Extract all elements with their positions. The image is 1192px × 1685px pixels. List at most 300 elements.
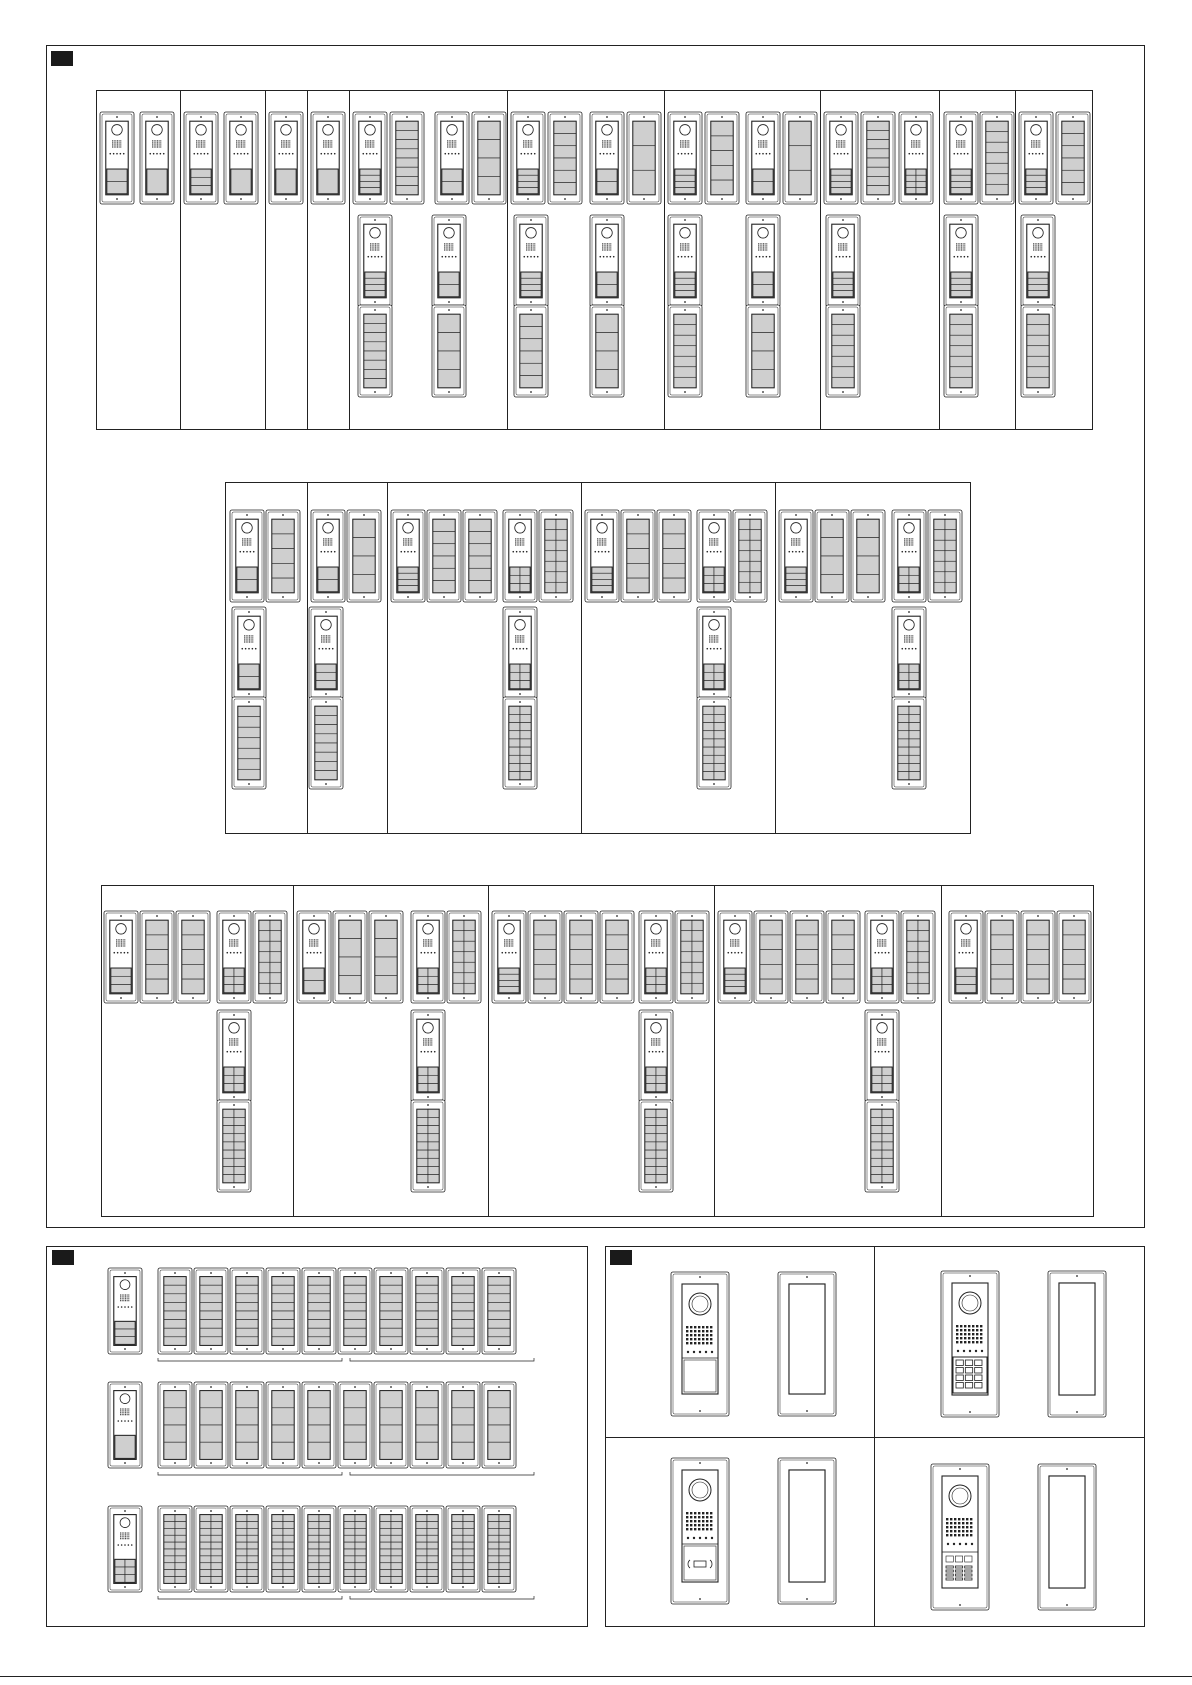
call-button: [259, 983, 270, 994]
call-button: [656, 1142, 667, 1150]
button-panel: [815, 510, 849, 602]
button-column: [646, 968, 666, 993]
call-button: [318, 579, 338, 591]
call-button: [956, 976, 976, 984]
call-button: [675, 181, 695, 187]
call-button: [760, 920, 782, 935]
call-button: [175, 1521, 186, 1528]
call-button: [247, 1563, 258, 1570]
button-column: [380, 1277, 402, 1346]
call-button: [520, 714, 531, 722]
call-button: [1027, 356, 1049, 367]
button-panel: [503, 697, 537, 789]
call-button: [521, 278, 541, 284]
call-button: [1027, 950, 1049, 965]
call-button: [831, 175, 851, 181]
button-column: [545, 519, 567, 593]
audio-video-panel: [230, 510, 264, 602]
page-bottom-rule: [0, 1676, 1192, 1677]
call-button: [509, 755, 520, 763]
call-button: [675, 284, 695, 290]
call-button: [380, 1577, 391, 1584]
call-button: [627, 563, 649, 578]
call-button: [308, 1391, 330, 1408]
call-button: [315, 771, 337, 780]
call-button: [899, 672, 909, 680]
call-button: [510, 672, 520, 680]
call-button: [164, 1337, 186, 1346]
call-button: [934, 572, 945, 583]
call-button: [418, 1075, 428, 1083]
audio-video-panel: [411, 1010, 445, 1102]
call-button: [380, 1556, 391, 1563]
call-button: [646, 985, 656, 993]
call-button: [452, 1515, 463, 1522]
call-button: [1026, 181, 1046, 187]
call-button: [211, 1570, 222, 1577]
call-button: [427, 1535, 438, 1542]
call-button: [488, 1320, 510, 1329]
call-button: [316, 672, 336, 680]
call-button: [703, 723, 714, 731]
call-button: [391, 1535, 402, 1542]
call-button: [951, 181, 971, 187]
group-bracket: [158, 1596, 342, 1599]
call-button: [308, 1425, 330, 1442]
keypad-key: [946, 1566, 953, 1568]
call-button: [663, 534, 685, 549]
button-column: [1028, 272, 1048, 297]
call-button: [416, 1570, 427, 1577]
badge-panel: [671, 1458, 729, 1604]
call-button: [986, 142, 1008, 153]
button-column: [353, 519, 375, 593]
call-button: [428, 1166, 439, 1174]
call-button: [882, 1150, 893, 1158]
call-button: [416, 1320, 438, 1329]
call-button: [231, 169, 251, 194]
call-button: [832, 377, 854, 388]
call-button: [645, 1117, 656, 1125]
call-button: [991, 964, 1013, 979]
button-panel: [302, 1268, 336, 1354]
call-button: [380, 1570, 391, 1577]
call-button: [760, 979, 782, 994]
call-button: [146, 935, 168, 950]
button-column: [871, 1109, 893, 1183]
call-button: [832, 367, 854, 378]
call-button: [488, 1528, 499, 1535]
call-button: [534, 964, 556, 979]
audio-video-panel: [590, 215, 624, 307]
call-button: [236, 1442, 258, 1459]
call-button: [499, 980, 519, 986]
call-button: [164, 1556, 175, 1563]
call-button: [478, 140, 500, 158]
button-column: [786, 567, 806, 592]
button-column: [231, 169, 251, 194]
call-button: [789, 121, 811, 146]
section-1-marker: [51, 51, 73, 66]
call-button: [234, 1075, 244, 1083]
call-button: [934, 561, 945, 572]
button-panel: [374, 1382, 408, 1468]
button-column: [753, 272, 773, 297]
button-column: [438, 314, 460, 388]
call-button: [753, 284, 773, 296]
call-button: [308, 1442, 330, 1459]
call-button: [200, 1528, 211, 1535]
audio-video-panel: [779, 510, 813, 602]
call-button: [355, 1535, 366, 1542]
call-button: [556, 561, 567, 572]
function-key: [946, 1556, 953, 1562]
call-button: [499, 974, 519, 980]
call-button: [272, 1285, 294, 1294]
call-button: [344, 1285, 366, 1294]
call-button: [739, 540, 750, 551]
call-button: [283, 1549, 294, 1556]
button-panel: [374, 1268, 408, 1354]
call-button: [991, 935, 1013, 950]
button-panel: [675, 911, 709, 1003]
call-button: [534, 935, 556, 950]
button-panel: [338, 1382, 372, 1468]
call-button: [247, 1528, 258, 1535]
call-button: [417, 1109, 428, 1117]
audio-video-panel: [232, 607, 266, 699]
call-button: [752, 369, 774, 387]
call-button: [164, 1408, 186, 1425]
call-button: [396, 167, 418, 176]
call-button: [898, 739, 909, 747]
call-button: [898, 763, 909, 771]
call-button: [882, 1134, 893, 1142]
call-button: [899, 681, 909, 689]
call-button: [272, 1391, 294, 1408]
button-column: [236, 1277, 258, 1346]
button-column: [704, 664, 724, 689]
call-button: [418, 976, 428, 984]
call-button: [234, 1175, 245, 1183]
call-button: [596, 351, 618, 369]
button-panel: [528, 911, 562, 1003]
button-column: [316, 664, 336, 689]
call-button: [417, 1166, 428, 1174]
button-column: [272, 1391, 294, 1460]
call-button: [308, 1408, 330, 1425]
call-button: [1062, 121, 1084, 133]
call-button: [488, 1570, 499, 1577]
button-panel: [564, 911, 598, 1003]
call-button: [355, 1528, 366, 1535]
call-button: [786, 586, 806, 592]
audio-video-panel: [892, 510, 926, 602]
button-column: [488, 1391, 510, 1460]
call-button: [882, 968, 892, 976]
call-button: [175, 1570, 186, 1577]
call-button: [488, 1302, 510, 1311]
call-button: [464, 973, 475, 984]
call-button: [592, 573, 612, 579]
call-button: [753, 272, 773, 284]
button-panel: [985, 911, 1019, 1003]
call-button: [520, 723, 531, 731]
call-button: [520, 739, 531, 747]
call-button: [752, 333, 774, 351]
button-column: [663, 519, 685, 593]
call-button: [499, 987, 519, 993]
keypad-key: [965, 1570, 972, 1572]
call-button: [234, 976, 244, 984]
call-button: [272, 549, 294, 564]
call-button: [518, 175, 538, 181]
call-button: [353, 519, 375, 537]
keypad-key: [975, 1360, 982, 1366]
call-button: [428, 1084, 438, 1092]
call-button: [867, 186, 889, 195]
audio-video-panel: [217, 1010, 251, 1102]
call-button: [832, 950, 854, 965]
call-button: [234, 968, 244, 976]
call-button: [164, 1302, 186, 1311]
call-button: [236, 1535, 247, 1542]
call-button: [427, 1556, 438, 1563]
call-button: [882, 985, 892, 993]
call-button: [355, 1570, 366, 1577]
call-button: [111, 968, 131, 976]
call-button: [164, 1535, 175, 1542]
call-button: [833, 272, 853, 278]
button-panel: [514, 305, 548, 397]
button-column: [821, 519, 843, 593]
call-button: [692, 973, 703, 984]
call-button: [318, 567, 338, 579]
call-button: [520, 567, 530, 575]
call-button: [906, 169, 916, 175]
button-column: [753, 169, 773, 194]
call-button: [656, 1084, 666, 1092]
call-button: [316, 664, 336, 672]
call-button: [308, 1277, 330, 1286]
call-button: [308, 1577, 319, 1584]
call-button: [344, 1535, 355, 1542]
call-button: [438, 314, 460, 332]
button-panel: [338, 1268, 372, 1354]
call-button: [191, 186, 211, 194]
call-button: [417, 1142, 428, 1150]
call-button: [315, 761, 337, 770]
call-button: [416, 1515, 427, 1522]
call-button: [115, 1435, 135, 1458]
audio-video-panel: [1021, 215, 1055, 307]
call-button: [909, 664, 919, 672]
button-column: [857, 519, 879, 593]
blank-frame: [789, 1470, 825, 1582]
call-button: [750, 561, 761, 572]
call-button: [452, 1328, 474, 1337]
call-button: [272, 578, 294, 593]
call-button: [453, 962, 464, 973]
button-column: [272, 519, 294, 593]
call-button: [175, 1549, 186, 1556]
call-button: [703, 763, 714, 771]
button-column: [469, 519, 491, 593]
call-button: [520, 326, 542, 338]
call-button: [380, 1302, 402, 1311]
call-button: [339, 920, 361, 938]
audio-video-panel: [668, 215, 702, 307]
call-button: [380, 1277, 402, 1286]
call-button: [857, 519, 879, 537]
call-button: [882, 1166, 893, 1174]
call-button: [380, 1311, 402, 1320]
call-button: [627, 519, 649, 534]
call-button: [200, 1408, 222, 1425]
button-column: [375, 920, 397, 994]
call-button: [304, 980, 324, 992]
function-key: [955, 1556, 962, 1562]
call-button: [739, 551, 750, 562]
call-button: [499, 968, 519, 974]
call-button: [711, 151, 733, 166]
call-button: [453, 920, 464, 931]
call-button: [760, 964, 782, 979]
button-column: [344, 1277, 366, 1346]
call-button: [951, 278, 971, 284]
call-button: [375, 920, 397, 938]
call-button: [871, 1158, 882, 1166]
call-button: [520, 376, 542, 388]
call-button: [627, 578, 649, 593]
call-button: [319, 1528, 330, 1535]
button-column: [308, 1391, 330, 1460]
call-button: [510, 575, 520, 583]
call-button: [272, 1563, 283, 1570]
call-button: [115, 1329, 135, 1337]
call-button: [832, 335, 854, 346]
call-button: [339, 939, 361, 957]
keypad-key: [975, 1383, 982, 1389]
call-button: [380, 1442, 402, 1459]
call-button: [478, 158, 500, 176]
call-button: [986, 132, 1008, 143]
call-button: [597, 169, 617, 181]
button-panel: [194, 1268, 228, 1354]
call-button: [464, 952, 475, 963]
call-button: [211, 1528, 222, 1535]
call-button: [1027, 367, 1049, 378]
call-button: [1063, 950, 1085, 965]
call-button: [520, 755, 531, 763]
call-button: [380, 1328, 402, 1337]
call-button: [704, 575, 714, 583]
button-panel: [1021, 911, 1055, 1003]
call-button: [452, 1408, 474, 1425]
button-column: [315, 706, 337, 780]
call-button: [380, 1535, 391, 1542]
audio-video-panel: [865, 911, 899, 1003]
call-button: [750, 572, 761, 583]
call-button: [164, 1528, 175, 1535]
call-button: [606, 935, 628, 950]
call-button: [714, 567, 724, 575]
call-button: [452, 1542, 463, 1549]
call-button: [674, 346, 696, 357]
call-button: [950, 325, 972, 336]
call-button: [396, 121, 418, 130]
button-column: [147, 169, 167, 194]
button-column: [452, 1391, 474, 1460]
call-button: [509, 772, 520, 780]
call-button: [703, 772, 714, 780]
call-button: [398, 579, 418, 585]
call-button: [417, 1134, 428, 1142]
call-button: [283, 1542, 294, 1549]
call-button: [439, 272, 459, 284]
call-button: [270, 962, 281, 973]
call-button: [428, 1134, 439, 1142]
call-button: [191, 169, 211, 177]
call-button: [315, 752, 337, 761]
call-button: [223, 1175, 234, 1183]
call-button: [934, 540, 945, 551]
call-button: [656, 1067, 666, 1075]
call-button: [796, 979, 818, 994]
call-button: [270, 973, 281, 984]
call-button: [518, 188, 538, 194]
call-button: [391, 1521, 402, 1528]
button-panel: [358, 305, 392, 397]
call-button: [704, 567, 714, 575]
button-column: [725, 968, 745, 993]
call-button: [308, 1528, 319, 1535]
call-button: [416, 1556, 427, 1563]
call-button: [909, 681, 919, 689]
call-button: [918, 973, 929, 984]
call-button: [223, 1158, 234, 1166]
table-3-panels: [101, 885, 1094, 1217]
call-button: [396, 176, 418, 185]
button-column: [418, 968, 438, 993]
call-button: [918, 962, 929, 973]
keypad-key: [955, 1566, 962, 1568]
call-button: [520, 314, 542, 326]
button-column: [711, 121, 733, 195]
keypad-key: [955, 1570, 962, 1572]
call-button: [283, 1577, 294, 1584]
call-button: [570, 950, 592, 965]
call-button: [1026, 169, 1046, 175]
button-panel: [338, 1506, 372, 1592]
button-panel: [411, 1100, 445, 1192]
call-button: [703, 731, 714, 739]
call-button: [391, 1577, 402, 1584]
button-column: [951, 272, 971, 297]
call-button: [236, 1302, 258, 1311]
call-button: [916, 181, 926, 187]
call-button: [867, 149, 889, 158]
call-button: [882, 1084, 892, 1092]
call-button: [753, 181, 773, 193]
call-button: [438, 333, 460, 351]
call-button: [355, 1577, 366, 1584]
call-button: [344, 1320, 366, 1329]
call-button: [238, 748, 260, 759]
call-button: [867, 140, 889, 149]
call-button: [364, 314, 386, 323]
call-button: [499, 1542, 510, 1549]
